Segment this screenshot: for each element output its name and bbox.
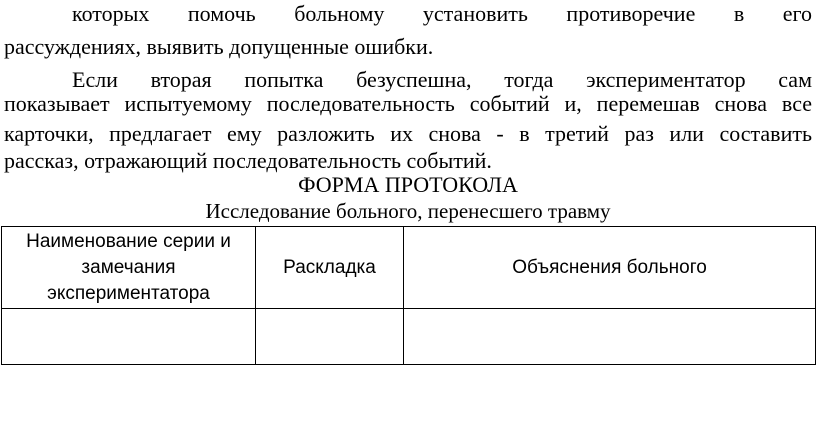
paragraph2-line4: рассказ, отражающий последовательность событий. bbox=[4, 148, 492, 173]
header-series-and-remarks: Наименование серии и замечания экспериментатора bbox=[2, 227, 256, 309]
form-title: ФОРМА ПРОТОКОЛА bbox=[298, 172, 518, 197]
table-row bbox=[2, 309, 816, 365]
header-layout: Раскладка bbox=[256, 227, 404, 309]
paragraph1-line2: рассуждениях, выявить допущенные ошибки. bbox=[4, 34, 434, 59]
protocol-table bbox=[1, 226, 816, 365]
header-patient-explanations: Объяснения больного bbox=[404, 227, 816, 309]
table-cell-series bbox=[2, 309, 256, 365]
table-cell-explanations bbox=[404, 309, 816, 365]
table-header-row bbox=[2, 227, 816, 309]
form-subtitle: Исследование больного, перенесшего травму bbox=[205, 199, 611, 223]
paragraph1-line1: которых помочь больному установить противоречие в его bbox=[72, 1, 812, 26]
paragraph2-line2: показывает испытуемому последовательность событий и, перемешав снова все bbox=[4, 91, 812, 116]
paragraph2-line1: Если вторая попытка безуспешна, тогда экспериментатор сам bbox=[72, 67, 812, 92]
paragraph2-line3: карточки, предлагает ему разложить их снова - в третий раз или составить bbox=[4, 121, 812, 146]
table-cell-layout bbox=[256, 309, 404, 365]
